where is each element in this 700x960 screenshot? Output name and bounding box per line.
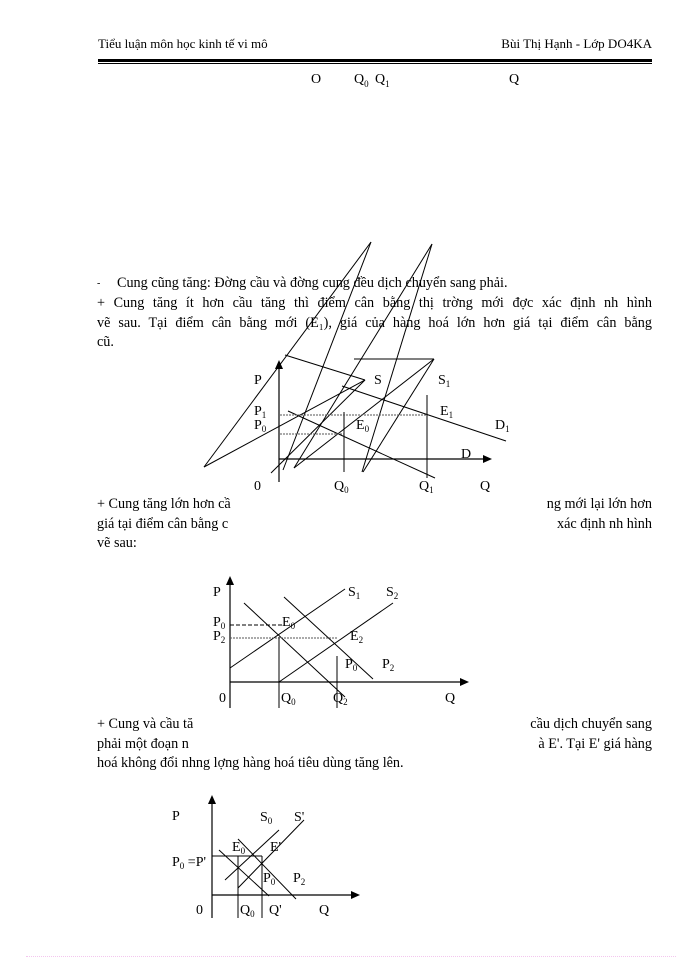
label-s0: $S_0$: [260, 810, 273, 826]
label-p: P: [254, 373, 262, 388]
label-demand-p2: $P_2$: [293, 871, 306, 887]
arrow-up-icon: [208, 795, 216, 804]
label-q0: $Q_0$: [240, 903, 255, 919]
paragraph-equal-shift: + Cung và cầu tă cầu dịch chuyển sang phải một đoạn n à E'. Tại E' giá hàng hoá không đổi nhng lợng hàng hoá tiêu dùng tăng lên.: [97, 716, 652, 772]
paragraph-supply-increase: - Cung cũng tăng: Đờng cầu và đờng cung đều dịch chuyển sang phải.: [97, 274, 652, 294]
label-p: P: [213, 585, 221, 600]
label-p0-eq-p-prime: $P_0 =P'$: [172, 855, 207, 871]
label-origin: 0: [196, 903, 203, 918]
paragraph-supply-less-than-demand: + Cung tăng ít hơn cầu tăng thì điểm cân bằng thị trờng mới đợc xác định nh hình vẽ sau. Tại điểm cân bằng mới (E₁), giá của hàng hoá lớn hơn giá tại điểm cân bằng cũ.: [97, 295, 652, 351]
axis-q-label: Q: [509, 72, 520, 87]
paragraph-supply-greater-than-demand: + Cung tăng lớn hơn cầ ng mới lại lớn hơn giá tại điểm cân bằng c xác định nh hình vẽ sau:: [97, 496, 652, 552]
label-e1: $E_1$: [440, 404, 454, 420]
label-p0: $P_0$: [213, 615, 226, 631]
header-author: Bùi Thị Hạnh - Lớp DO4KA: [501, 36, 652, 51]
axis-origin-label: O: [311, 72, 322, 87]
label-origin: 0: [254, 479, 261, 494]
label-d1: $D_1$: [495, 418, 510, 434]
label-demand-p0: $P_0$: [345, 657, 358, 673]
label-q2: $Q_2$: [333, 691, 348, 707]
axis-q1-label: $Q_1$: [375, 72, 390, 89]
label-q: Q: [445, 691, 456, 706]
label-demand-p2: $P_2$: [382, 657, 395, 673]
label-q: Q: [319, 903, 330, 918]
axis-q0-label: $Q_0$: [354, 72, 369, 89]
label-demand-p0: $P_0$: [263, 871, 276, 887]
label-e-prime: E': [270, 840, 282, 855]
label-p0: $P_0$: [254, 418, 267, 434]
label-s1: $S_1$: [348, 585, 361, 601]
label-p: P: [172, 809, 180, 824]
page-bottom-border: [26, 956, 676, 957]
label-p2: $P_2$: [213, 629, 226, 645]
label-e2: $E_2$: [350, 629, 364, 645]
label-p1: $P_1$: [254, 404, 267, 420]
label-q0: $Q_0$: [281, 691, 296, 707]
label-q-prime: Q': [269, 903, 282, 918]
label-origin: 0: [219, 691, 226, 706]
label-e0: $E_0$: [282, 615, 296, 631]
label-e0: $E_0$: [356, 418, 370, 434]
label-e0: $E_0$: [232, 840, 246, 856]
label-d: D: [461, 447, 472, 462]
demand-d2-line: [238, 839, 296, 899]
label-q1: $Q_1$: [419, 479, 434, 495]
arrow-right-icon: [351, 891, 360, 899]
label-s-prime: S': [294, 810, 305, 825]
label-s: S: [374, 373, 382, 388]
bullet: -: [97, 278, 101, 289]
header-title: Tiểu luận môn học kinh tế vi mô: [98, 36, 268, 51]
label-q0: $Q_0$: [334, 479, 349, 495]
label-s2: $S_2$: [386, 585, 399, 601]
label-s1: $S_1$: [438, 373, 451, 389]
label-q: Q: [480, 479, 491, 494]
